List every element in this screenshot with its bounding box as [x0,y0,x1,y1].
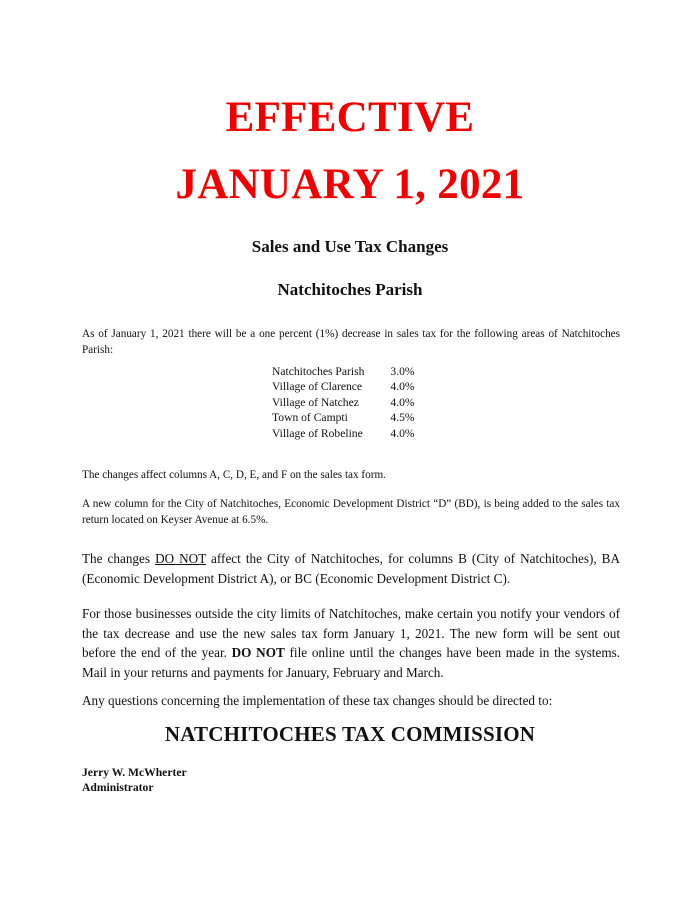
table-row [272,379,415,394]
commission-heading: NATCHITOCHES TAX COMMISSION [164,722,536,746]
document-title-line-1: EFFECTIVE [225,94,475,141]
rate-percentage: 4.0% [390,380,415,394]
table-row [272,364,415,379]
do-not-bold-emphasis: DO NOT [231,645,285,661]
paragraph-outside-city-limits [82,604,620,682]
tax-rate-table [272,364,415,441]
outside-city-limits-part-2: file online until the changes have been made in the systems. Mail in your returns and payments for January, February and March. [82,645,621,680]
rate-jurisdiction: Village of Natchez [272,395,359,409]
document-subheading-sales-and-use-tax-changes: Sales and Use Tax Changes [251,237,449,256]
document-subheading-natchitoches-parish: Natchitoches Parish [277,280,423,299]
paragraph-new-column: A new column for the City of Natchitoches, Economic Development District “D” (BD), is being added to the sales tax return located on Keyser Avenue at 6.5%. [82,498,620,526]
outside-city-limits-part-1: For those businesses outside the city limits of Natchitoches, make certain you notify your vendors of the tax decrease and use the new sales tax form January 1, 2021. The new form will be sent out before the end of the year. [82,606,620,661]
rate-jurisdiction: Village of Robeline [272,426,363,440]
do-not-underlined-emphasis: DO NOT [155,551,207,567]
do-not-affect-suffix: affect the City of Natchitoches, for columns B (City of Natchitoches), BA (Economic Development District A), or BC (Economic Development District C). [82,551,620,586]
signatory-name: Jerry W. McWherter [82,766,187,779]
signatory-role: Administrator [82,780,154,794]
rate-jurisdiction: Natchitoches Parish [272,365,365,378]
do-not-affect-prefix: The changes [82,551,156,567]
rate-percentage: 3.0% [390,365,415,378]
table-row [272,395,415,410]
table-row [272,410,415,425]
signature-block [82,766,187,795]
rate-percentage: 4.0% [390,426,415,440]
tax-rate-table-body [272,364,415,441]
rate-percentage: 4.0% [390,395,415,409]
rate-percentage: 4.5% [390,411,415,425]
paragraph-questions-directed-to: Any questions concerning the implementation of these tax changes should be directed to: [82,693,553,709]
paragraph-columns-affected: The changes affect columns A, C, D, E, and F on the sales tax form. [82,469,386,482]
document-title-line-2: JANUARY 1, 2021 [175,161,525,208]
paragraph-intro: As of January 1, 2021 there will be a one percent (1%) decrease in sales tax for the following areas of Natchitoches Parish: [82,328,620,356]
rate-jurisdiction: Village of Clarence [272,380,363,394]
rate-jurisdiction: Town of Campti [272,411,348,425]
paragraph-do-not-affect [82,549,620,588]
table-row [272,426,415,441]
